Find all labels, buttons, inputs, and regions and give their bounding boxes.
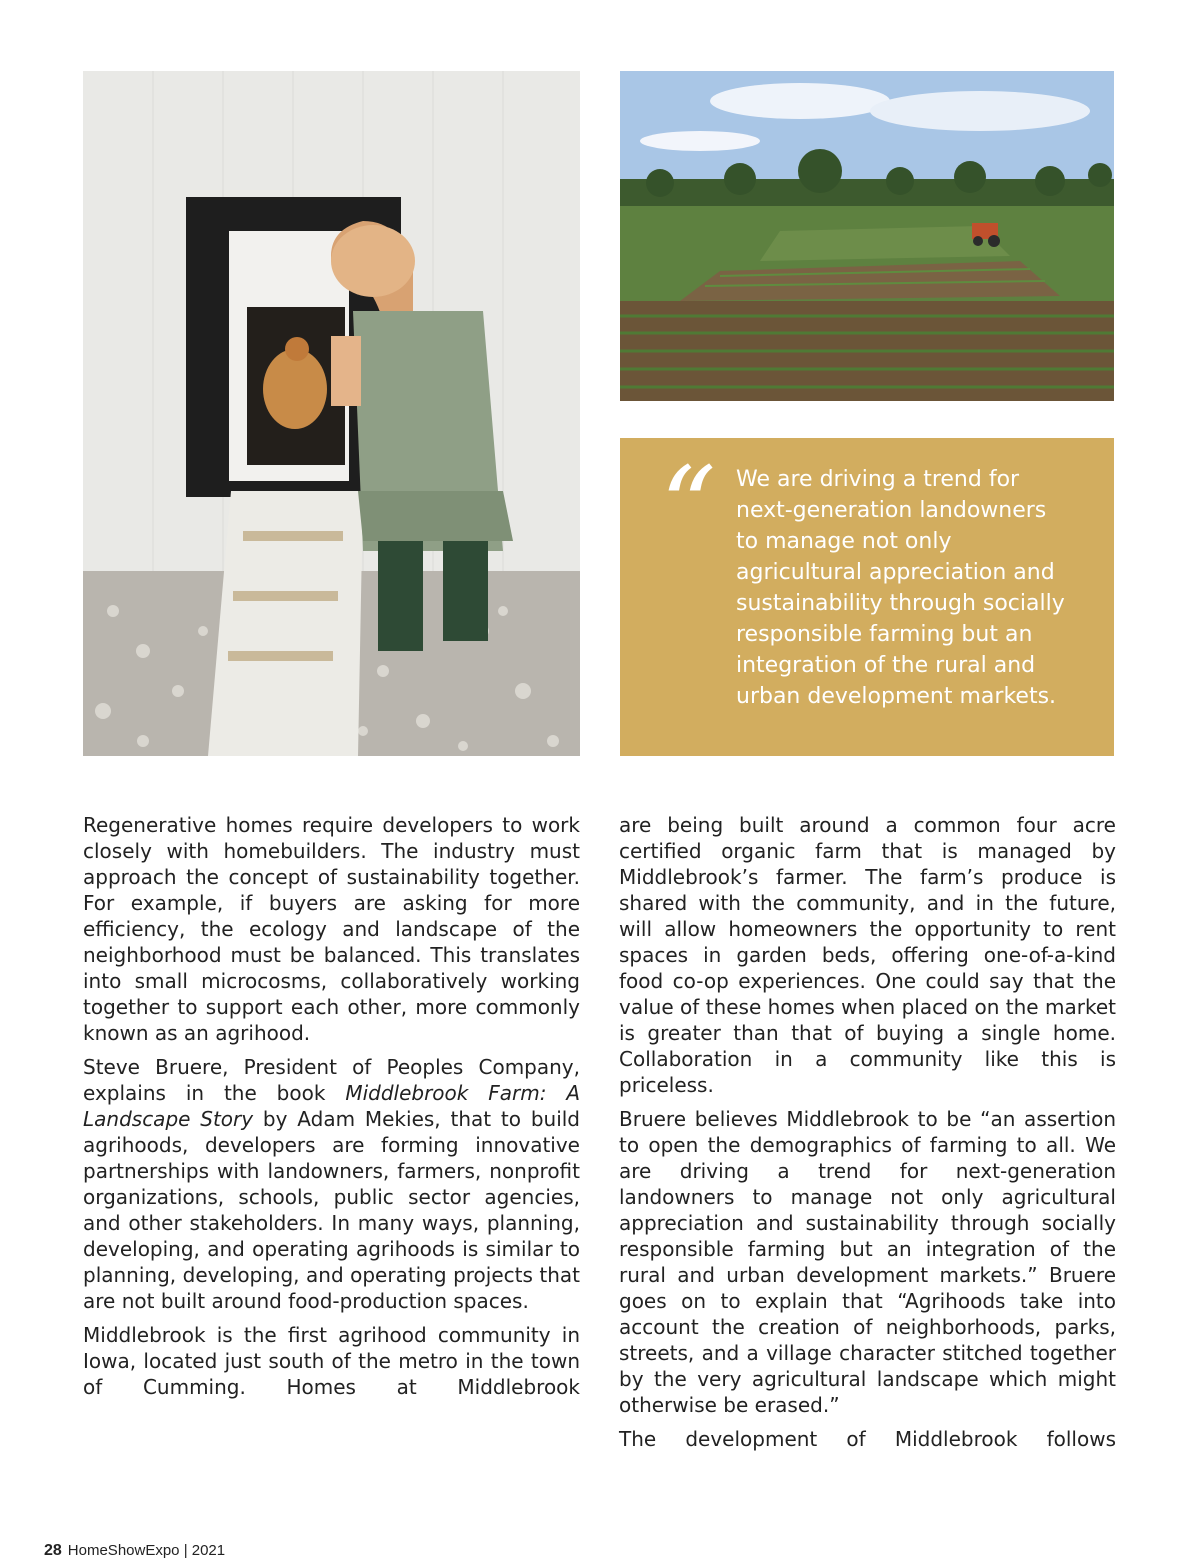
girl-with-chicken-photo: [83, 71, 580, 756]
paragraph: Bruere believes Middlebrook to be “an assertion to open the demographics of farming to all. We are driving a trend for next-generation landowners to manage not only agricultural appreciation and sustainability through socially responsible farming but an integration of the rural and urban development markets.” Bruere goes on to explain that “Agrihoods take into account the creation of neighborhoods, parks, streets, and a village character stitched together by the very agricultural landscape which might otherwise be erased.”: [619, 1107, 1116, 1417]
paragraph: Regenerative homes require developers to work closely with homebuilders. The industry must approach the concept of sustainability together. For example, if buyers are asking for more efficiency, the ecology and landscape of the neighborhood must be balanced. This translates into small microcosms, collaboratively working together to support each other, more commonly known as an agrihood.: [83, 813, 580, 1045]
page-number: 28: [44, 1542, 62, 1559]
quote-mark-icon: “: [660, 443, 717, 571]
paragraph: [83, 1054, 580, 1314]
paragraph: The development of Middlebrook follows: [619, 1427, 1116, 1451]
article-column-left: [83, 812, 580, 1408]
page-footer: [44, 1542, 225, 1560]
farm-field-photo: [620, 71, 1114, 401]
paragraph-text: by Adam Mekies, that to build agrihoods, developers are forming innovative partnerships with landowners, farmers, nonprofit organizations, schools, public sector agencies, and other stakeholders. In many ways, planning, developing, and operating agrihoods is similar to planning, developing, and operating projects that are not built around food-production spaces.: [83, 1107, 581, 1313]
article-column-right: [619, 812, 1116, 1460]
paragraph: are being built around a common four acre certified organic farm that is managed by Middlebrook’s farmer. The farm’s produce is shared with the community, and in the future, will allow homeowners the opportunity to rent spaces in garden beds, offering one-of-a-kind food co-op experiences. One could say that the value of these homes when placed on the market is greater than that of buying a single home. Collaboration in a community like this is priceless.: [619, 813, 1116, 1097]
publication-name: HomeShowExpo | 2021: [67, 1542, 226, 1559]
paragraph: Middlebrook is the first agrihood community in Iowa, located just south of the metro in the town of Cumming. Homes at Middlebrook: [83, 1323, 580, 1399]
book-title: Middlebrook Farm: A Landscape Story: [83, 1081, 581, 1131]
paragraph-text: Steve Bruere, President of Peoples Company, explains in the book: [83, 1055, 580, 1105]
pull-quote-box: [620, 438, 1114, 756]
pull-quote-text: We are driving a trend for next-generation landowners to manage not only agricultural appreciation and sustainability through socially responsible farming but an integration of the rural and urban development markets.: [736, 467, 1065, 709]
